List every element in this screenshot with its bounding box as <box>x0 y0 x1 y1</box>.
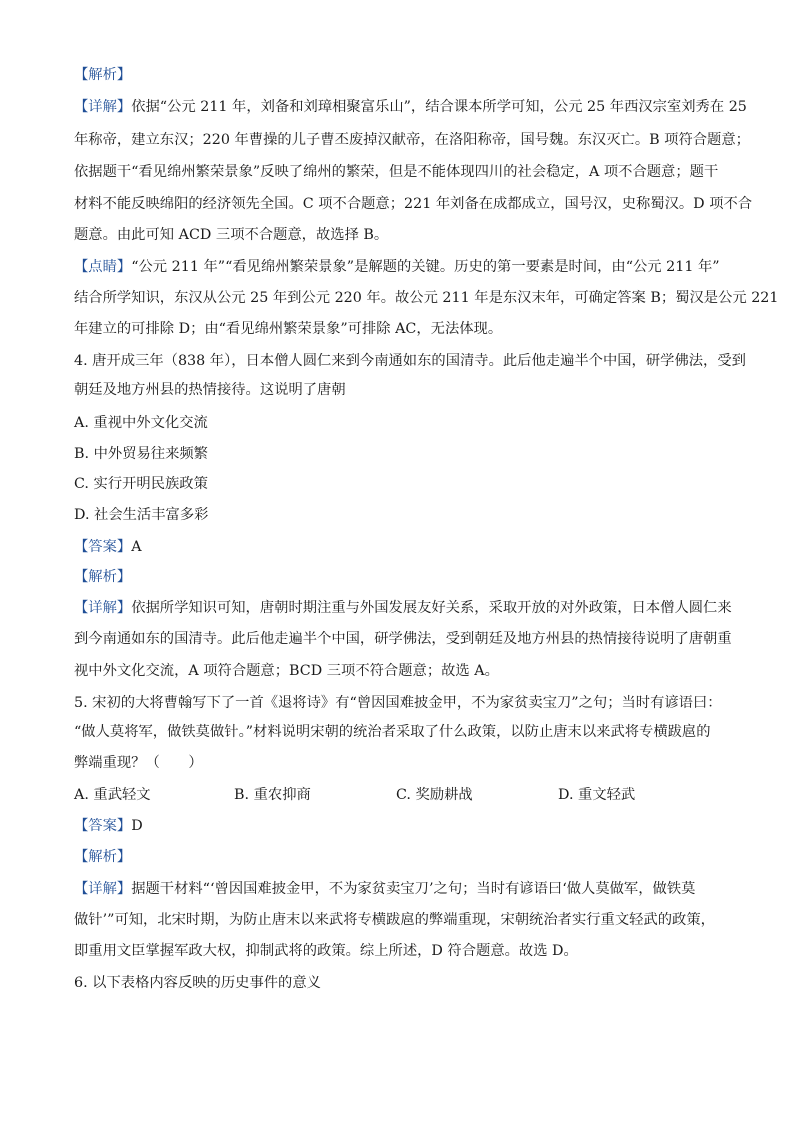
answer-label: 【答案】 <box>74 539 132 555</box>
point-label: 【点睛】 <box>74 259 132 275</box>
q4-option-c: C. 实行开明民族政策 <box>74 476 208 492</box>
q3-detail-line-5: 题意。由此可知 ACD 三项不合题意，故选择 B。 <box>74 227 389 243</box>
q4-answer <box>74 537 142 557</box>
q3-detail-line-2: 年称帝，建立东汉；220 年曹操的儿子曹丕废掉汉献帝，在洛阳称帝，国号魏。东汉灭亡。B 项符合题意； <box>74 132 750 148</box>
q4-answer-value: A <box>131 539 142 555</box>
q5-option-a: A. 重武轻文 <box>74 787 151 803</box>
q4-detail-line-1: 【详解】依据所学知识可知，唐朝时期注重与外国发展友好关系，采取开放的对外政策，日本僧人圆仁来 <box>74 600 732 616</box>
q3-point-line-3: 年建立的可排除 D；由“看见绵州繁荣景象”可排除 AC，无法体现。 <box>74 321 503 337</box>
detail-label: 【详解】 <box>74 99 132 115</box>
q4-detail-line-2: 到今南通如东的国清寺。此后他走遍半个中国，研学佛法，受到朝廷及地方州县的热情接待说明了唐朝重 <box>74 631 732 647</box>
q4-stem-line-2: 朝廷及地方州县的热情接待。这说明了唐朝 <box>74 382 346 398</box>
q5-answer-label: 【答案】 <box>74 818 132 834</box>
q3-detail-line-3: 依据题干“看见绵州繁荣景象”反映了绵州的繁荣，但是不能体现四川的社会稳定，A 项不合题意；题干 <box>74 164 719 180</box>
q4-stem-line-1: 4. 唐开成三年（838 年），日本僧人圆仁来到今南通如东的国清寺。此后他走遍半个中国，研学佛法，受到 <box>74 353 746 369</box>
q3-detail-line-1: 【详解】依据“公元 211 年，刘备和刘璋相聚富乐山”，结合课本所学可知，公元 25 年西汉宗室刘秀在 25 <box>74 99 747 115</box>
q5-stem-line-1: 5. 宋初的大将曹翰写下了一首《退将诗》有“曾因国难披金甲，不为家贫卖宝刀”之句；当时有谚语曰： <box>74 695 722 711</box>
q5-stem-line-3: 弊端重现？（ ） <box>74 755 203 771</box>
q3-point-line-1: 【点睛】“公元 211 年”“看见绵州繁荣景象”是解题的关键。历史的第一要素是时间，由“公元 211 年” <box>74 259 720 275</box>
q5-option-b: B. 重农抑商 <box>234 787 311 803</box>
q5-detail-line-2: 做针’”可知，北宋时期，为防止唐末以来武将专横跋扈的弊端重现，宋朝统治者实行重文轻武的政策， <box>74 912 715 928</box>
q5-option-c: C. 奖励耕战 <box>396 787 473 803</box>
analysis-label: 【解析】 <box>74 67 132 83</box>
q5-detail-label: 【详解】 <box>74 881 132 897</box>
q6-stem: 6. 以下表格内容反映的历史事件的意义 <box>74 975 321 991</box>
q4-option-d: D. 社会生活丰富多彩 <box>74 507 209 523</box>
q5-answer <box>74 816 143 836</box>
q5-detail-line-3: 即重用文臣掌握军政大权，抑制武将的政策。综上所述，D 符合题意。故选 D。 <box>74 943 578 959</box>
q4-detail-line-3: 视中外文化交流，A 项符合题意；BCD 三项不符合题意；故选 A。 <box>74 663 499 679</box>
q3-detail-line-4: 材料不能反映绵阳的经济领先全国。C 项不合题意；221 年刘备在成都成立，国号汉，史称蜀汉。D 项不合 <box>74 196 753 212</box>
q4-analysis-label: 【解析】 <box>74 569 132 585</box>
q5-analysis-label: 【解析】 <box>74 849 132 865</box>
q3-point-line-2: 结合所学知识，东汉从公元 25 年到公元 220 年。故公元 211 年是东汉末年，可确定答案 B；蜀汉是公元 221 <box>74 290 779 306</box>
q5-stem-line-2: “做人莫将军，做铁莫做针。”材料说明宋朝的统治者采取了什么政策，以防止唐末以来武将专横跋扈的 <box>74 724 711 740</box>
q5-answer-value: D <box>131 818 143 834</box>
q5-option-d: D. 重文轻武 <box>558 787 636 803</box>
q4-detail-label: 【详解】 <box>74 600 132 616</box>
q5-detail-line-1: 【详解】据题干材料“‘曾因国难披金甲，不为家贫卖宝刀’之句；当时有谚语曰‘做人莫做军，做铁莫 <box>74 881 696 897</box>
q4-option-b: B. 中外贸易往来频繁 <box>74 446 208 462</box>
q4-option-a: A. 重视中外文化交流 <box>74 415 208 431</box>
